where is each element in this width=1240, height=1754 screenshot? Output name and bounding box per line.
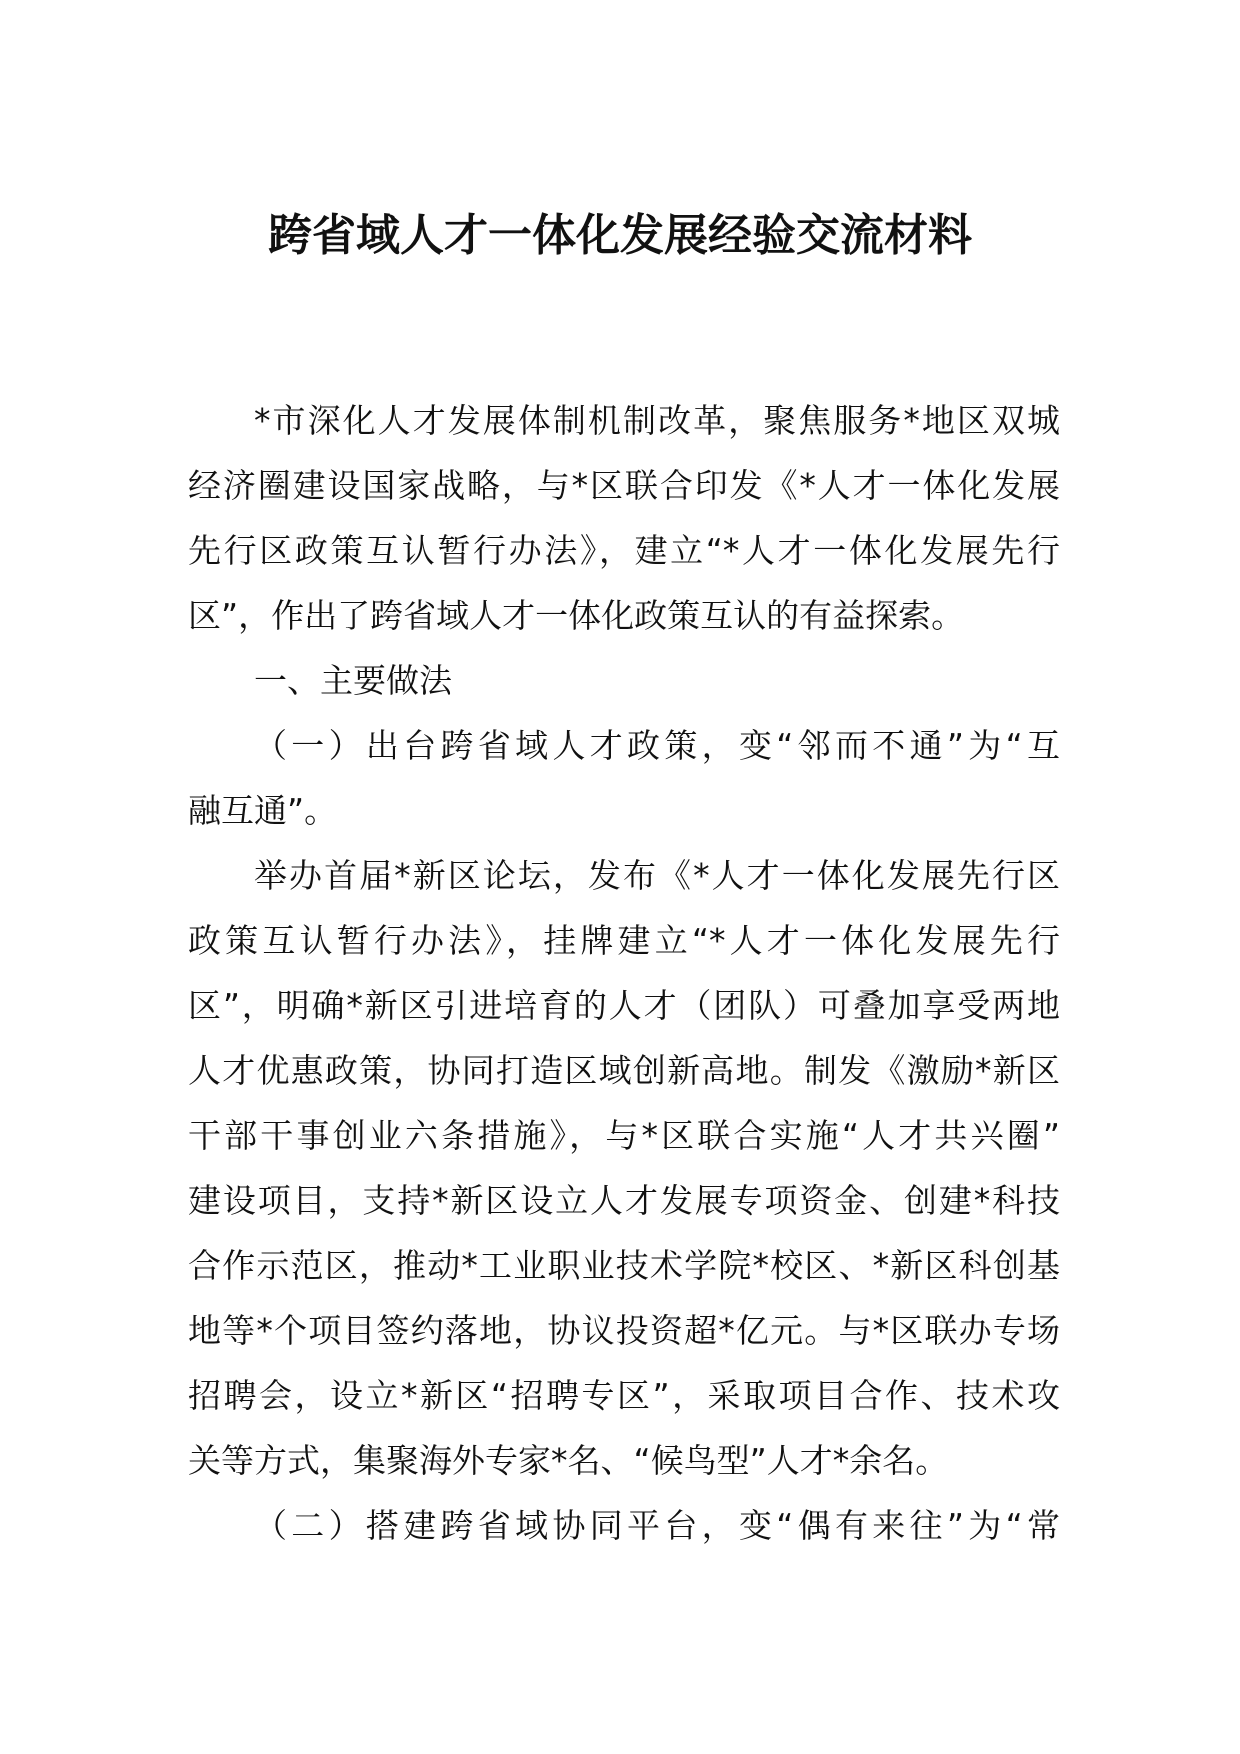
paragraph-line: 合作示范区，推动*工业职业技术学院*校区、*新区科创基 [188, 1246, 1060, 1285]
section-heading: 一、主要做法 [254, 661, 452, 700]
paragraph-line: 经济圈建设国家战略，与*区联合印发《*人才一体化发展 [188, 466, 1060, 505]
paragraph-line: 举办首届*新区论坛，发布《*人才一体化发展先行区 [254, 856, 1060, 895]
paragraph-line: 政策互认暂行办法》，挂牌建立“*人才一体化发展先行 [188, 921, 1060, 960]
paragraph-line: 干部干事创业六条措施》，与*区联合实施“人才共兴圈” [188, 1116, 1060, 1155]
paragraph-line: 地等*个项目签约落地，协议投资超*亿元。与*区联办专场 [188, 1311, 1060, 1350]
paragraph-line: 建设项目，支持*新区设立人才发展专项资金、创建*科技 [188, 1181, 1060, 1220]
document-title: 跨省域人才一体化发展经验交流材料 [268, 210, 972, 261]
paragraph-line: *市深化人才发展体制机制改革，聚焦服务*地区双城 [254, 401, 1060, 440]
subsection-heading: 融互通”。 [188, 791, 338, 830]
subsection-heading: （二）搭建跨省域协同平台，变“偶有来往”为“常 [254, 1506, 1060, 1545]
paragraph-line: 先行区政策互认暂行办法》，建立“*人才一体化发展先行 [188, 531, 1060, 570]
subsection-heading: （一）出台跨省域人才政策，变“邻而不通”为“互 [254, 726, 1060, 765]
paragraph-line: 区”，作出了跨省域人才一体化政策互认的有益探索。 [188, 596, 965, 635]
paragraph-line: 人才优惠政策，协同打造区域创新高地。制发《激励*新区 [188, 1051, 1060, 1090]
paragraph-line: 招聘会，设立*新区“招聘专区”，采取项目合作、技术攻 [188, 1376, 1060, 1415]
document-body [188, 388, 1060, 1558]
paragraph-line: 区”，明确*新区引进培育的人才（团队）可叠加享受两地 [188, 986, 1060, 1025]
paragraph-line: 关等方式，集聚海外专家*名、“候鸟型”人才*余名。 [188, 1441, 949, 1480]
